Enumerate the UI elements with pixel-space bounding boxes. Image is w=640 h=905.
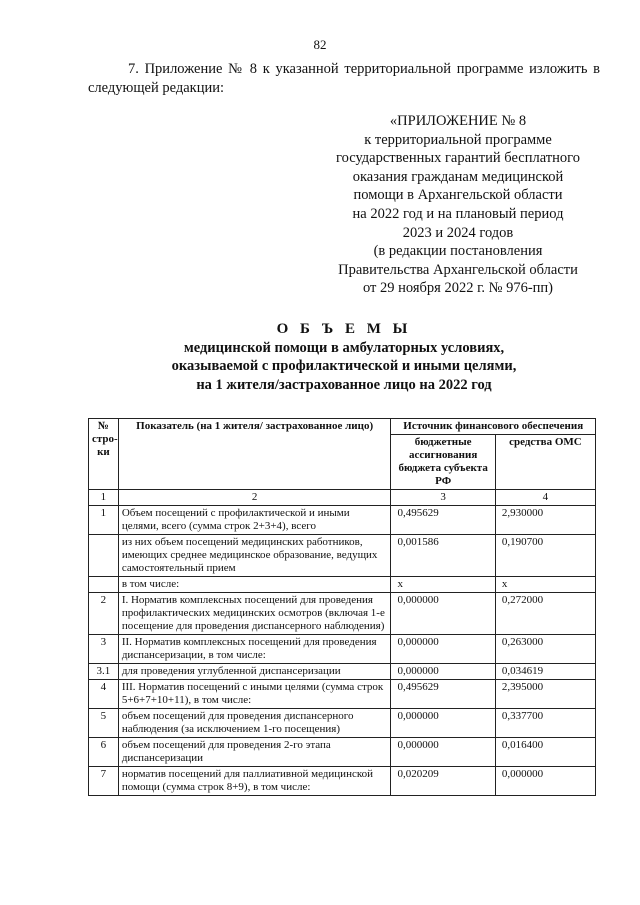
header-budget: бюджетные ассигнования бюджета субъекта РФ <box>391 435 495 490</box>
row-indicator: норматив посещений для паллиативной медицинской помощи (сумма строк 8+9), в том числе: <box>118 767 391 796</box>
row-oms-value: 0,190700 <box>495 535 595 577</box>
row-budget-value: 0,000000 <box>391 709 495 738</box>
heading-line: оказываемой с профилактической и иными целями, <box>171 358 517 375</box>
row-oms-value: 2,930000 <box>495 506 595 535</box>
column-number: 3 <box>391 490 495 506</box>
column-number-row <box>89 490 596 506</box>
appendix-line: «ПРИЛОЖЕНИЕ № 8 <box>389 113 527 129</box>
document-heading <box>88 320 600 394</box>
row-number: 4 <box>89 680 119 709</box>
row-budget-value: х <box>391 577 495 593</box>
row-indicator: в том числе: <box>118 577 391 593</box>
header-row-no: № стро-ки <box>89 419 119 490</box>
header-oms: средства ОМС <box>495 435 595 490</box>
heading-title: О Б Ъ Е М Ы <box>276 321 412 337</box>
appendix-line: оказания гражданам медицинской <box>352 168 564 185</box>
row-budget-value: 0,001586 <box>391 535 495 577</box>
row-number <box>89 535 119 577</box>
row-number: 7 <box>89 767 119 796</box>
appendix-line: помощи в Архангельской области <box>353 187 563 204</box>
table-row <box>89 577 596 593</box>
table-row <box>89 635 596 664</box>
row-budget-value: 0,020209 <box>391 767 495 796</box>
row-number: 1 <box>89 506 119 535</box>
table-row <box>89 767 596 796</box>
row-number: 5 <box>89 709 119 738</box>
row-budget-value: 0,000000 <box>391 664 495 680</box>
table-row <box>89 680 596 709</box>
row-oms-value: 2,395000 <box>495 680 595 709</box>
row-number: 6 <box>89 738 119 767</box>
table-row <box>89 535 596 577</box>
row-oms-value: 0,000000 <box>495 767 595 796</box>
row-indicator: II. Норматив комплексных посещений для проведения диспансеризации, в том числе: <box>118 635 391 664</box>
row-oms-value: 0,272000 <box>495 593 595 635</box>
row-oms-value: х <box>495 577 595 593</box>
row-oms-value: 0,337700 <box>495 709 595 738</box>
appendix-line: к территориальной программе <box>364 131 552 148</box>
appendix-line: на 2022 год и на плановый период <box>352 205 564 222</box>
appendix-line: от 29 ноября 2022 г. № 976-пп) <box>362 280 554 297</box>
row-number: 3.1 <box>89 664 119 680</box>
heading-line: медицинской помощи в амбулаторных условиях, <box>183 339 505 356</box>
row-oms-value: 0,034619 <box>495 664 595 680</box>
row-budget-value: 0,000000 <box>391 635 495 664</box>
row-number <box>89 577 119 593</box>
row-budget-value: 0,000000 <box>391 738 495 767</box>
column-number: 1 <box>89 490 119 506</box>
row-indicator: из них объем посещений медицинских работников, имеющих среднее медицинское образование, ведущих самостоятельный прием <box>118 535 391 577</box>
row-indicator: Объем посещений с профилактической и иными целями, всего (сумма строк 2+3+4), всего <box>118 506 391 535</box>
row-indicator: объем посещений для проведения диспансерного наблюдения (за исключением 1-го посещения) <box>118 709 391 738</box>
table-row <box>89 709 596 738</box>
row-indicator: III. Норматив посещений с иными целями (сумма строк 5+6+7+10+11), в том числе: <box>118 680 391 709</box>
row-budget-value: 0,000000 <box>391 593 495 635</box>
table-row <box>89 593 596 635</box>
appendix-line: (в редакции постановления <box>373 243 543 260</box>
appendix-header <box>318 112 598 298</box>
header-indicator: Показатель (на 1 жителя/ застрахованное лицо) <box>118 419 391 490</box>
heading-line: на 1 жителя/застрахованное лицо на 2022 год <box>196 376 492 393</box>
column-number: 2 <box>118 490 391 506</box>
header-source: Источник финансового обеспечения <box>391 419 596 435</box>
row-oms-value: 0,263000 <box>495 635 595 664</box>
appendix-line: 2023 и 2024 годов <box>402 224 514 241</box>
appendix-line: Правительства Архангельской области <box>338 261 578 278</box>
row-indicator: для проведения углубленной диспансеризации <box>118 664 391 680</box>
column-number: 4 <box>495 490 595 506</box>
volumes-table <box>88 418 596 796</box>
row-number: 3 <box>89 635 119 664</box>
row-indicator: объем посещений для проведения 2-го этапа диспансеризации <box>118 738 391 767</box>
row-budget-value: 0,495629 <box>391 506 495 535</box>
table-row <box>89 738 596 767</box>
row-number: 2 <box>89 593 119 635</box>
table-row <box>89 506 596 535</box>
table-row <box>89 664 596 680</box>
row-indicator: I. Норматив комплексных посещений для проведения профилактических медицинских осмотров (включая 1-е посещение для проведения диспансерного наблюдения) <box>118 593 391 635</box>
page-number: 82 <box>313 37 327 52</box>
row-budget-value: 0,495629 <box>391 680 495 709</box>
row-oms-value: 0,016400 <box>495 738 595 767</box>
appendix-line: государственных гарантий бесплатного <box>336 150 580 167</box>
intro-paragraph: 7. Приложение № 8 к указанной территориальной программе изложить в следующей редакции: <box>88 61 600 96</box>
